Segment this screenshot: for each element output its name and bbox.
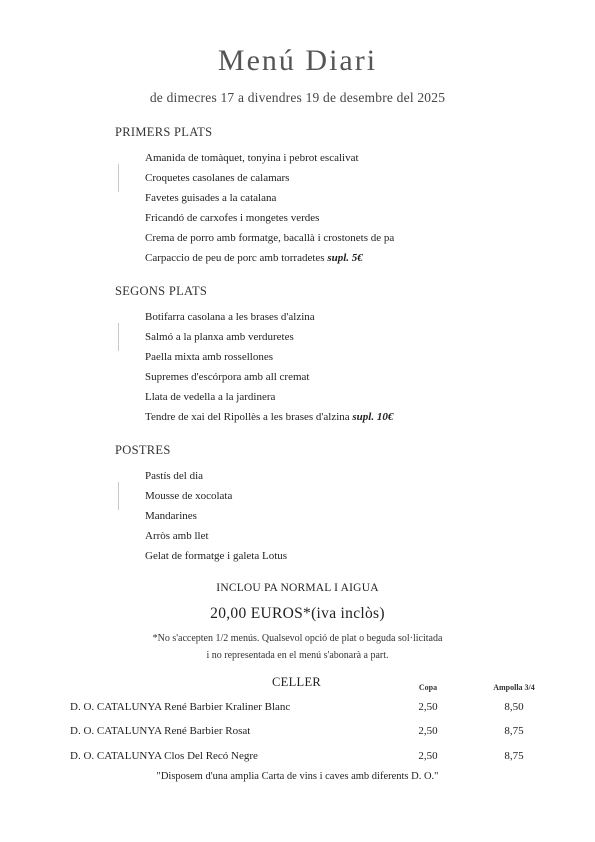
supplement-price: supl. 10€ — [352, 411, 394, 423]
menu-item: Tendre de xai del Ripollès a les brases d'alzina supl. 10€ — [145, 411, 394, 423]
includes-line: INCLOU PA NORMAL I AIGUA — [216, 582, 379, 594]
menu-item: Arròs amb llet — [145, 530, 209, 542]
wine-glass-price: 2,50 — [418, 725, 438, 737]
menu-item: Llata de vedella a la jardinera — [145, 391, 276, 403]
menu-item: Mandarines — [145, 510, 197, 522]
menu-item: Crema de porro amb formatge, bacallà i crostonets de pa — [145, 232, 395, 244]
menu-item: Salmó a la planxa amb verduretes — [145, 331, 294, 343]
wine-name: D. O. CATALUNYA Clos Del Recó Negre — [70, 750, 258, 762]
wine-bottle-price: 8,50 — [504, 701, 524, 713]
menu-price: 20,00 EUROS*(iva inclòs) — [210, 605, 385, 622]
note-line-2: i no representada en el menú s'abonarà a part. — [206, 650, 389, 661]
footer-note: "Disposem d'una amplia Carta de vins i caves amb diferents D. O." — [156, 771, 439, 782]
menu-item: Carpaccio de peu de porc amb torradetes supl. 5€ — [145, 252, 363, 264]
divider — [118, 323, 119, 351]
wine-bottle-price: 8,75 — [504, 725, 524, 737]
divider — [118, 482, 119, 510]
section-title-primers: PRIMERS PLATS — [115, 125, 213, 139]
wine-row — [70, 750, 530, 766]
wine-name: D. O. CATALUNYA René Barbier Rosat — [70, 725, 251, 737]
menu-item: Mousse de xocolata — [145, 490, 233, 502]
celler-title: CELLER — [272, 675, 322, 689]
menu-item: Gelat de formatge i galeta Lotus — [145, 550, 288, 562]
wine-bottle-price: 8,75 — [504, 750, 524, 762]
menu-item: Amanida de tomàquet, tonyina i pebrot escalivat — [145, 152, 359, 164]
date-range: de dimecres 17 a divendres 19 de desembre del 2025 — [149, 90, 446, 105]
menu-item: Croquetes casolanes de calamars — [145, 172, 290, 184]
column-header-bottle: Ampolla 3/4 — [493, 683, 535, 692]
section-title-postres: POSTRES — [115, 443, 171, 457]
note-line-1: *No s'accepten 1/2 menús. Qualsevol opció de plat o beguda sol·licitada — [152, 633, 443, 644]
wine-row — [70, 725, 530, 741]
wine-glass-price: 2,50 — [418, 750, 438, 762]
column-header-copa: Copa — [418, 683, 438, 692]
menu-item: Botifarra casolana a les brases d'alzina — [145, 311, 315, 323]
wine-glass-price: 2,50 — [418, 701, 438, 713]
menu-item: Supremes d'escórpora amb all cremat — [145, 371, 310, 383]
wine-row — [70, 701, 530, 717]
menu-item: Pastís del dia — [145, 470, 204, 482]
divider — [118, 164, 119, 192]
supplement-price: supl. 5€ — [327, 252, 363, 264]
menu-item: Paella mixta amb rossellones — [145, 351, 273, 363]
menu-item: Fricandó de carxofes i mongetes verdes — [145, 212, 320, 224]
menu-item: Favetes guisades a la catalana — [145, 192, 277, 204]
page-title: Menú Diari — [217, 44, 378, 77]
wine-name: D. O. CATALUNYA René Barbier Kraliner Blanc — [70, 701, 291, 713]
section-title-segons: SEGONS PLATS — [115, 284, 208, 298]
